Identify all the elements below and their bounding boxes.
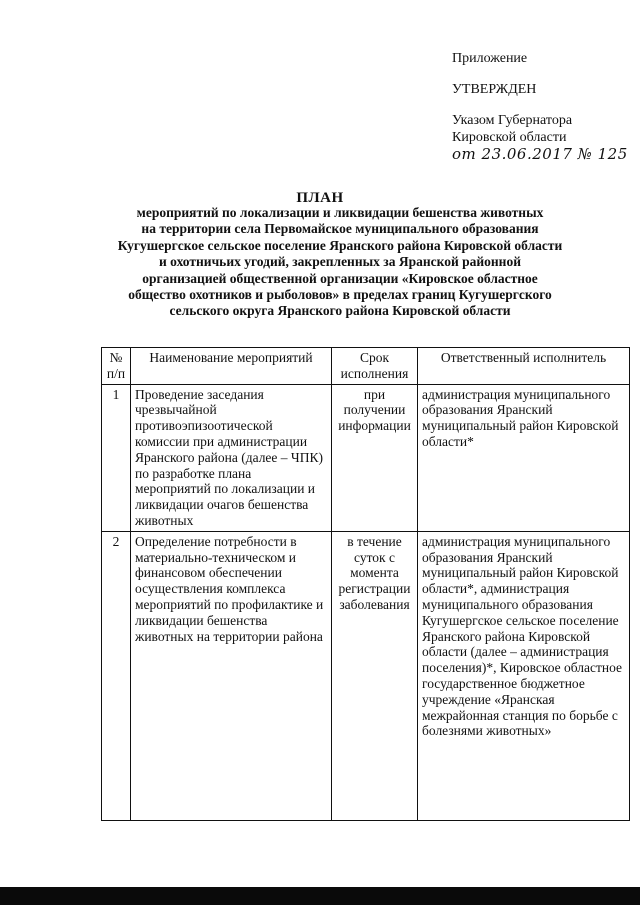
- table-row: [102, 384, 630, 531]
- approved-label: УТВЕРЖДЕН: [452, 82, 537, 97]
- table-row: [102, 531, 630, 820]
- row-num: 1: [102, 384, 131, 531]
- row-num: 2: [102, 531, 131, 820]
- header-responsible: Ответственный исполнитель: [418, 348, 630, 385]
- appendix-label: Приложение: [452, 51, 528, 66]
- subtitle-line: на территории села Первомайское муниципального образования: [141, 221, 539, 237]
- subtitle-line: сельского округа Яранского района Кировской области: [169, 303, 511, 319]
- subtitle-line: и охотничьих угодий, закрепленных за Яранской районной: [159, 254, 521, 270]
- subtitle-line: общество охотников и рыболовов» в пределах границ Кугушергского: [128, 287, 552, 303]
- decree-line-2: Кировской области: [452, 130, 567, 145]
- header-name: Наименование мероприятий: [131, 348, 332, 385]
- row-term: в течение суток с момента регистрации заболевания: [332, 531, 418, 820]
- scan-edge-bar: [0, 887, 640, 905]
- subtitle-line: организацией общественной организации «Кировское областное: [142, 270, 538, 286]
- decree-date-number: от 23.06.2017 № 125: [452, 145, 628, 163]
- document-subtitle: [95, 205, 585, 320]
- plan-table: [101, 347, 630, 821]
- document-title: ПЛАН: [296, 190, 344, 206]
- subtitle-line: Кугушергское сельское поселение Яранского района Кировской области: [117, 237, 563, 253]
- decree-line-1: Указом Губернатора: [452, 113, 573, 128]
- row-activity: Определение потребности в материально-техническом и финансовом обеспечении осуществления комплекса мероприятий по профилактике и ликвидации бешенства животных на территории района: [131, 531, 332, 820]
- row-responsible: администрация муниципального образования Яранский муниципальный район Кировской области*, администрация муниципального образования Кугушергское сельское поселение Яранского района Кировской области (далее – администрация поселения)*, Кировское областное государственное бюджетное учреждение «Яранская межрайонная станция по борьбе с болезнями животных»: [418, 531, 630, 820]
- header-term: Срок исполнения: [332, 348, 418, 385]
- approval-header: [452, 50, 632, 163]
- row-term: при получении информации: [332, 384, 418, 531]
- subtitle-line: мероприятий по локализации и ликвидации бешенства животных: [136, 205, 544, 220]
- header-num: № п/п: [102, 348, 131, 385]
- row-activity: Проведение заседания чрезвычайной противоэпизоотической комиссии при администрации Яранского района (далее – ЧПК) по разработке плана мероприятий по локализации и ликвидации очагов бешенства животных: [131, 384, 332, 531]
- table-header-row: [102, 348, 630, 385]
- row-responsible: администрация муниципального образования Яранский муниципальный район Кировской области*: [418, 384, 630, 531]
